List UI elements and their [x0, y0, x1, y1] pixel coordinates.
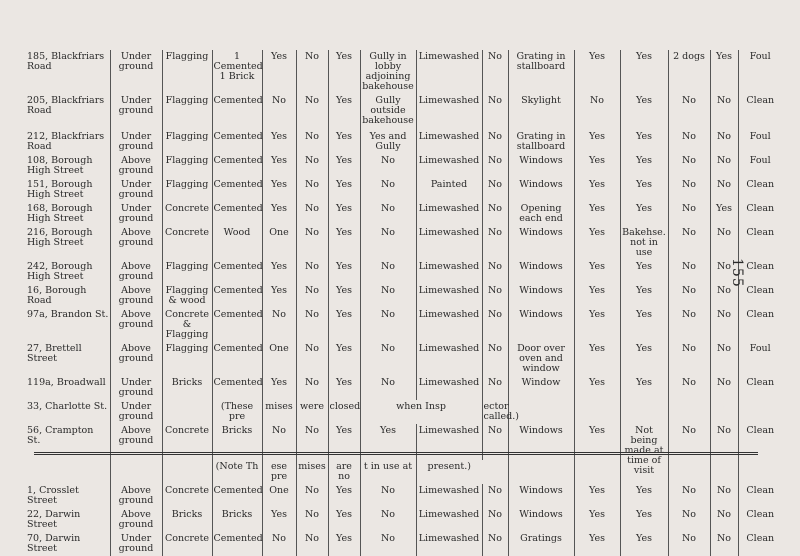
- table-cell: Cemented: [212, 260, 262, 284]
- table-cell: Above ground: [110, 342, 162, 376]
- table-cell: No: [668, 342, 710, 376]
- table-cell: Concrete: [162, 202, 212, 226]
- table-cell: Limewashed: [416, 508, 482, 532]
- table-cell: No: [668, 284, 710, 308]
- table-cell: Clean: [746, 261, 775, 272]
- table-cell: Yes: [574, 308, 620, 342]
- table-cell: No: [482, 154, 508, 178]
- table-cell: Cemented: [212, 308, 262, 342]
- table-cell: Yes: [574, 154, 620, 178]
- table-cell: Yes and Gully: [360, 130, 416, 154]
- table-cell: Flagging & wood: [162, 284, 212, 308]
- table-row: [26, 178, 782, 202]
- table-cell: Clean: [746, 485, 775, 496]
- table-cell: Above ground: [110, 484, 162, 508]
- table-cell: No: [296, 308, 328, 342]
- table-cell: No: [360, 178, 416, 202]
- table-cell: No: [668, 424, 710, 484]
- table-cell: Not being made at time of visit: [620, 424, 668, 484]
- table-row: [26, 94, 782, 130]
- table-cell: Clean: [746, 227, 775, 238]
- table-cell: Yes: [620, 532, 668, 556]
- table-cell: Yes: [620, 376, 668, 400]
- address-cell: 70, Darwin Street: [26, 532, 110, 556]
- table-cell: No: [296, 178, 328, 202]
- table-cell: Flagging: [162, 130, 212, 154]
- table-cell: No: [710, 376, 738, 400]
- table-cell: Yes: [620, 284, 668, 308]
- table-cell: Cemented: [212, 532, 262, 556]
- table-cell: Cemented: [212, 484, 262, 508]
- table-cell: Yes: [620, 342, 668, 376]
- table-cell: 2 dogs: [668, 50, 710, 94]
- table-cell: Limewashed: [416, 154, 482, 178]
- table-cell: No: [296, 50, 328, 94]
- note-fragment: present.): [427, 461, 471, 472]
- table-cell: Windows: [508, 260, 574, 284]
- table-row: [26, 400, 782, 424]
- table-cell: Bakehse. not in use: [620, 226, 668, 260]
- table-cell: [738, 400, 782, 424]
- table-cell: Yes: [262, 178, 296, 202]
- address-cell: 216, Borough High Street: [26, 226, 110, 260]
- table-row: [26, 508, 782, 532]
- table-cell: Under ground: [110, 202, 162, 226]
- table-cell: Yes: [574, 424, 620, 484]
- table-cell: Yes: [328, 376, 360, 400]
- table-cell: One: [262, 226, 296, 260]
- table-cell: Windows: [508, 226, 574, 260]
- table-cell: Yes: [620, 508, 668, 532]
- table-cell: Yes: [328, 424, 360, 460]
- table-row: [26, 202, 782, 226]
- table-cell: No: [296, 130, 328, 154]
- table-cell: No: [296, 424, 328, 460]
- table-cell: Yes: [710, 202, 738, 226]
- table-cell: No: [482, 342, 508, 376]
- table-cell: No: [668, 94, 710, 130]
- table-cell: No: [296, 532, 328, 556]
- table-cell: No: [710, 424, 738, 484]
- table-cell: No: [296, 260, 328, 284]
- table-cell: No: [482, 284, 508, 308]
- note-fragment: were: [296, 400, 328, 424]
- table-cell: Concrete: [162, 484, 212, 508]
- table-cell: No: [710, 508, 738, 532]
- table-cell: Limewashed: [416, 50, 482, 94]
- table-cell: Bricks: [212, 424, 262, 460]
- table-cell: Opening each end: [508, 202, 574, 226]
- table-cell: Above ground: [110, 284, 162, 308]
- table-cell: No: [668, 260, 710, 284]
- note-fragment: mises: [262, 400, 296, 424]
- table-cell: Yes: [328, 154, 360, 178]
- table-cell: Limewashed: [416, 94, 482, 130]
- table-cell: Skylight: [508, 94, 574, 130]
- table-cell: No: [482, 308, 508, 342]
- table-cell: Cemented: [212, 376, 262, 400]
- table-cell: Under ground: [110, 178, 162, 202]
- table-cell: Limewashed: [416, 376, 482, 400]
- table-cell: Yes: [620, 178, 668, 202]
- table-cell: No: [482, 94, 508, 130]
- table-cell: Clean: [746, 285, 775, 296]
- address-cell: 1, Crosslet Street: [26, 484, 110, 508]
- table-row: [26, 308, 782, 342]
- table-cell: Flagging: [162, 154, 212, 178]
- table-cell: Yes: [574, 130, 620, 154]
- table-cell: Limewashed: [416, 532, 482, 556]
- table-cell: Yes: [328, 178, 360, 202]
- table-cell: Yes: [328, 342, 360, 376]
- table-body: [26, 50, 782, 556]
- table-cell: Limewashed: [416, 484, 482, 508]
- table-cell: Clean: [746, 509, 775, 520]
- table-cell: Clean: [746, 377, 775, 388]
- table-cell: Yes: [328, 532, 360, 556]
- note-fragment: are no: [328, 460, 360, 484]
- table-cell: Limewashed: [416, 284, 482, 308]
- table-cell: Yes: [262, 260, 296, 284]
- bakehouse-inspection-table: [26, 50, 782, 556]
- table-cell: One: [262, 484, 296, 508]
- address-cell: 151, Borough High Street: [26, 178, 110, 202]
- table-cell: No: [296, 376, 328, 400]
- table-cell: Limewashed: [416, 226, 482, 260]
- table-cell: [668, 400, 710, 424]
- table-cell: Limewashed: [416, 202, 482, 226]
- table-cell: Limewashed: [416, 260, 482, 284]
- table-cell: No: [710, 484, 738, 508]
- table-cell: Windows: [508, 424, 574, 484]
- table-cell: Painted: [416, 178, 482, 202]
- table-cell: Yes: [574, 376, 620, 400]
- table-cell: No: [668, 202, 710, 226]
- table-cell: Yes: [328, 484, 360, 508]
- table-cell: No: [710, 260, 738, 284]
- table-cell: [162, 400, 212, 424]
- table-cell: No: [482, 532, 508, 556]
- page-number: 155: [729, 258, 745, 288]
- table-cell: No: [668, 508, 710, 532]
- table-cell: Cemented: [212, 154, 262, 178]
- table-cell: No: [262, 532, 296, 556]
- table-cell: No: [360, 284, 416, 308]
- table-cell: No: [668, 130, 710, 154]
- table-cell: Wood: [212, 226, 262, 260]
- table-cell: No: [360, 308, 416, 342]
- table-cell: Yes: [328, 308, 360, 342]
- table-cell: Yes: [262, 376, 296, 400]
- note-fragment: closed: [328, 400, 360, 424]
- note-fragment: (Note Th: [212, 460, 262, 484]
- table-cell: Above ground: [110, 508, 162, 532]
- table-cell: Yes: [620, 154, 668, 178]
- table-cell: No: [296, 226, 328, 260]
- table-cell: Concrete & Flagging: [162, 308, 212, 342]
- table-cell: Concrete: [162, 226, 212, 260]
- table-cell: Yes: [328, 202, 360, 226]
- table-cell: No: [710, 342, 738, 376]
- table-cell: No: [710, 308, 738, 342]
- table-cell: Yes: [574, 50, 620, 94]
- table-cell: No: [668, 178, 710, 202]
- table-cell: Door over oven and window: [508, 342, 574, 376]
- table-cell: No: [296, 202, 328, 226]
- address-cell: 119a, Broadwall: [26, 376, 110, 400]
- table-cell: Flagging: [162, 94, 212, 130]
- table-cell: Yes: [328, 94, 360, 130]
- table-cell: No: [668, 154, 710, 178]
- table-cell: Yes: [328, 508, 360, 532]
- table-cell: Clean: [746, 309, 775, 320]
- table-cell: Yes: [574, 342, 620, 376]
- table-cell: Clean: [746, 179, 775, 190]
- table-cell: Above ground: [110, 226, 162, 260]
- table-cell: Limewashed: [416, 130, 482, 154]
- note-fragment: t in use at: [360, 460, 416, 484]
- table-cell: Under ground: [110, 94, 162, 130]
- table-cell: No: [710, 532, 738, 556]
- address-cell: 27, Brettell Street: [26, 342, 110, 376]
- table-cell: No: [262, 424, 296, 460]
- table-cell: No: [482, 50, 508, 94]
- table-cell: No: [296, 154, 328, 178]
- table-cell: No: [482, 424, 508, 484]
- table-cell: No: [482, 178, 508, 202]
- table-cell: Above ground: [110, 260, 162, 284]
- table-cell: No: [360, 154, 416, 178]
- table-cell: Foul: [749, 131, 771, 142]
- address-cell: 242, Borough High Street: [26, 260, 110, 284]
- table-cell: Concrete: [162, 424, 212, 484]
- table-cell: Yes: [262, 50, 296, 94]
- table-cell: No: [482, 376, 508, 400]
- table-cell: No: [482, 260, 508, 284]
- table-cell: No: [710, 284, 738, 308]
- table-cell: No: [668, 226, 710, 260]
- table-cell: Foul: [749, 51, 771, 62]
- table-row: [26, 284, 782, 308]
- table-cell: No: [574, 94, 620, 130]
- table-cell: Limewashed: [416, 424, 482, 460]
- table-cell: Under ground: [110, 376, 162, 400]
- table-cell: No: [482, 130, 508, 154]
- table-cell: Grating in stallboard: [508, 130, 574, 154]
- table-cell: Yes: [574, 284, 620, 308]
- table-cell: No: [668, 532, 710, 556]
- address-cell: 16, Borough Road: [26, 284, 110, 308]
- table-cell: Window: [508, 376, 574, 400]
- table-cell: Flagging: [162, 178, 212, 202]
- table-cell: [710, 400, 738, 424]
- table-cell: Concrete: [162, 532, 212, 556]
- table-cell: Limewashed: [416, 308, 482, 342]
- table-cell: Yes: [620, 94, 668, 130]
- table-cell: No: [296, 508, 328, 532]
- table-cell: Windows: [508, 284, 574, 308]
- note-fragment: mises: [296, 460, 328, 484]
- table-cell: No: [360, 260, 416, 284]
- table-cell: Yes: [620, 260, 668, 284]
- table-cell: Cemented: [212, 130, 262, 154]
- table-cell: Limewashed: [416, 342, 482, 376]
- table-cell: No: [668, 376, 710, 400]
- table-cell: No: [710, 226, 738, 260]
- table-cell: Clean: [746, 533, 775, 544]
- table-cell: No: [668, 308, 710, 342]
- table-cell: No: [482, 226, 508, 260]
- table-cell: No: [668, 484, 710, 508]
- table-cell: [574, 400, 620, 424]
- table-cell: No: [296, 94, 328, 130]
- table-cell: Clean: [746, 425, 775, 436]
- table-cell: Yes: [574, 226, 620, 260]
- table-cell: No: [710, 94, 738, 130]
- address-cell: 33, Charlotte St.: [26, 400, 110, 424]
- table-cell: Bricks: [162, 376, 212, 400]
- address-cell: 56, Crampton St.: [26, 424, 110, 484]
- table-cell: Yes: [328, 260, 360, 284]
- note-fragment: ese pre: [262, 460, 296, 484]
- table-cell: Under ground: [110, 130, 162, 154]
- bottom-double-rule: [34, 452, 758, 455]
- table-cell: Yes: [620, 484, 668, 508]
- table-cell: Yes: [574, 260, 620, 284]
- table-cell: No: [360, 342, 416, 376]
- table-cell: Cemented: [212, 178, 262, 202]
- table-cell: Above ground: [110, 308, 162, 342]
- table-cell: No: [360, 226, 416, 260]
- table-cell: Foul: [749, 155, 771, 166]
- table-cell: No: [482, 508, 508, 532]
- table-cell: Windows: [508, 178, 574, 202]
- table-cell: Yes: [262, 154, 296, 178]
- address-cell: 97a, Brandon St.: [26, 308, 110, 342]
- table-cell: Yes: [574, 532, 620, 556]
- note-fragment: (These pre: [212, 400, 262, 424]
- table-cell: Yes: [574, 202, 620, 226]
- table-cell: Cemented: [212, 342, 262, 376]
- table-cell: No: [360, 508, 416, 532]
- table-cell: No: [262, 94, 296, 130]
- table-row: [26, 130, 782, 154]
- table-cell: Yes: [574, 484, 620, 508]
- table-cell: No: [296, 342, 328, 376]
- table-cell: Flagging: [162, 342, 212, 376]
- note-fragment: when Insp: [360, 400, 482, 424]
- table-cell: Above ground: [110, 424, 162, 484]
- table-cell: Yes: [262, 508, 296, 532]
- table-row: [26, 226, 782, 260]
- table-cell: Yes: [328, 130, 360, 154]
- table-cell: Yes: [262, 284, 296, 308]
- table-cell: One: [262, 342, 296, 376]
- table-cell: No: [710, 130, 738, 154]
- table-cell: Under ground: [110, 532, 162, 556]
- table-cell: Yes: [574, 508, 620, 532]
- table-cell: Foul: [749, 343, 771, 354]
- address-cell: 22, Darwin Street: [26, 508, 110, 532]
- table-row: [26, 154, 782, 178]
- table-cell: Cemented: [212, 202, 262, 226]
- table-cell: Yes: [328, 226, 360, 260]
- table-cell: Above ground: [110, 154, 162, 178]
- address-cell: 185, Blackfriars Road: [26, 50, 110, 94]
- table-row: [26, 50, 782, 94]
- table-cell: Bricks: [212, 508, 262, 532]
- table-cell: No: [482, 484, 508, 508]
- table-cell: Yes: [574, 178, 620, 202]
- table-cell: Yes: [262, 202, 296, 226]
- table-cell: Under ground: [110, 50, 162, 94]
- address-cell: 205, Blackfriars Road: [26, 94, 110, 130]
- table-cell: Yes: [328, 284, 360, 308]
- table-cell: Windows: [508, 484, 574, 508]
- table-cell: Cemented: [212, 284, 262, 308]
- note-fragment: ector called.): [483, 401, 519, 422]
- table-row: [26, 260, 782, 284]
- table-cell: No: [710, 154, 738, 178]
- table-cell: Yes: [328, 50, 360, 94]
- table-cell: No: [360, 202, 416, 226]
- table-cell: Gully in lobby adjoining bakehouse: [360, 50, 416, 94]
- address-cell: 108, Borough High Street: [26, 154, 110, 178]
- table-cell: No: [710, 178, 738, 202]
- table-cell: No: [482, 202, 508, 226]
- table-cell: Windows: [508, 154, 574, 178]
- table-cell: Yes: [620, 202, 668, 226]
- table-cell: No: [360, 484, 416, 508]
- table-cell: No: [262, 308, 296, 342]
- table-cell: Yes: [710, 50, 738, 94]
- table-cell: No: [360, 532, 416, 556]
- table-cell: Yes: [620, 50, 668, 94]
- table-row: [26, 484, 782, 508]
- table-cell: Yes: [620, 308, 668, 342]
- table-cell: Bricks: [162, 508, 212, 532]
- table-cell: Gully outside bakehouse: [360, 94, 416, 130]
- table-cell: [620, 400, 668, 424]
- table-cell: No: [360, 376, 416, 400]
- table-cell: No: [296, 284, 328, 308]
- table-cell: Cemented: [212, 94, 262, 130]
- table-cell: Flagging: [162, 50, 212, 94]
- table-cell: Gratings: [508, 532, 574, 556]
- table-cell: Windows: [508, 508, 574, 532]
- table-cell: Grating in stallboard: [508, 50, 574, 94]
- table-row: [26, 532, 782, 556]
- table-cell: Under ground: [110, 400, 162, 424]
- table-cell: Clean: [746, 203, 775, 214]
- address-cell: 212, Blackfriars Road: [26, 130, 110, 154]
- table-cell: Yes: [360, 424, 416, 460]
- address-cell: 168, Borough High Street: [26, 202, 110, 226]
- table-cell: Clean: [746, 95, 775, 106]
- table-cell: Windows: [508, 308, 574, 342]
- table-cell: Yes: [620, 130, 668, 154]
- table-cell: 1 Cemented 1 Brick: [212, 50, 262, 94]
- table-cell: No: [296, 484, 328, 508]
- table-row: [26, 342, 782, 376]
- table-cell: Flagging: [162, 260, 212, 284]
- table-cell: Yes: [262, 130, 296, 154]
- table-row: [26, 376, 782, 400]
